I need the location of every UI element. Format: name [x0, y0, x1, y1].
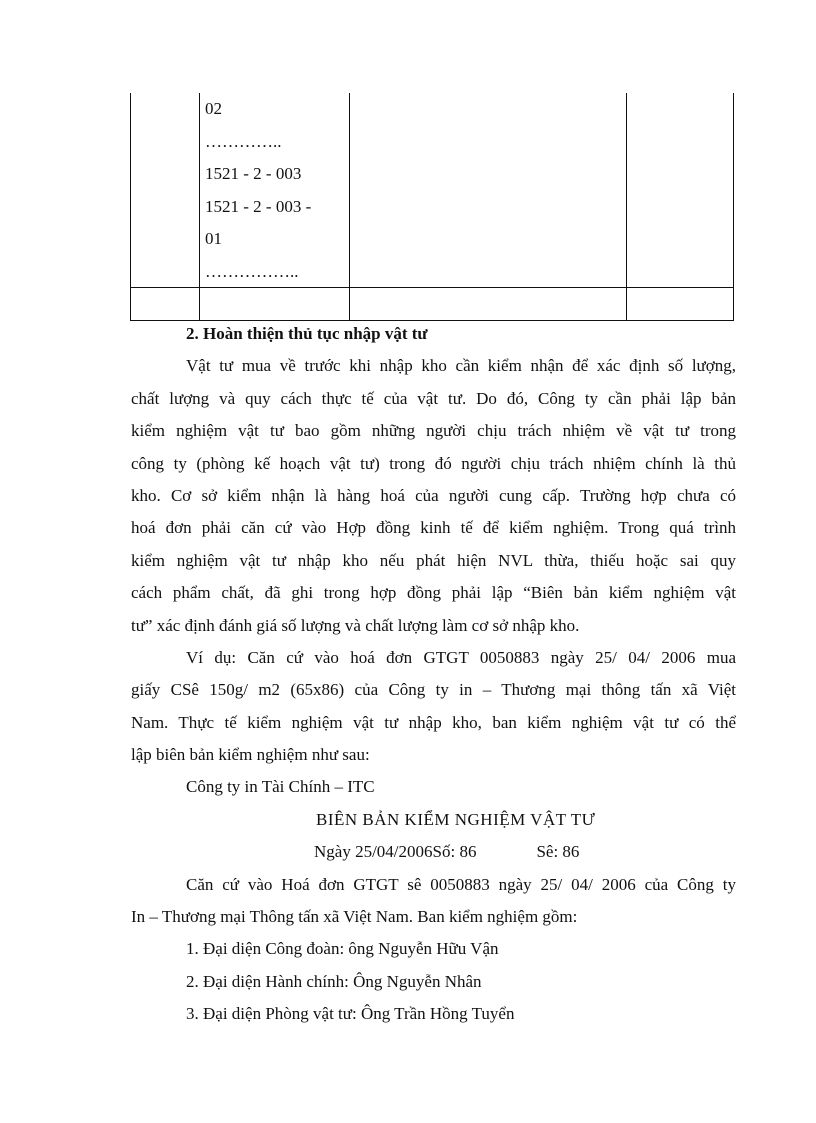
paragraph-line: Căn cứ vào Hoá đơn GTGT sê 0050883 ngày 25/ 04/ 2006 của Công ty [186, 874, 736, 894]
paragraph-line: chất lượng và quy cách thực tế của vật tư. Do đó, Công ty cần phải lập bản [131, 388, 736, 408]
list-item: 3. Đại diện Phòng vật tư: Ông Trần Hồng Tuyển [186, 1004, 515, 1024]
list-item: 1. Đại diện Công đoàn: ông Nguyễn Hữu Vận [186, 939, 499, 959]
company-name: Công ty in Tài Chính – ITC [186, 777, 375, 797]
account-code: 01 [205, 229, 222, 248]
list-item: 2. Đại diện Hành chính: Ông Nguyễn Nhân [186, 971, 482, 991]
date-number: Ngày 25/04/2006Số: 86 [314, 842, 477, 862]
account-code: 1521 - 2 - 003 [205, 164, 302, 183]
paragraph-line: In – Thương mại Thông tấn xã Việt Nam. Ban kiểm nghiệm gồm: [131, 907, 578, 927]
section-heading: 2. Hoàn thiện thủ tục nhập vật tư [186, 324, 428, 343]
paragraph-example [131, 642, 736, 772]
committee-member-list [131, 933, 736, 1030]
paragraph-inspection [131, 350, 736, 642]
document-title: BIÊN BẢN KIỂM NGHIỆM VẬT TƯ [316, 809, 596, 829]
paragraph-line: kiểm nghiệm vật tư nhập kho nếu phát hiện NVL thừa, thiếu hoặc sai quy [131, 550, 736, 570]
paragraph-line: Ví dụ: Căn cứ vào hoá đơn GTGT 0050883 ngày 25/ 04/ 2006 mua [186, 647, 736, 667]
paragraph-line: cách phẩm chất, đã ghi trong hợp đồng phải lập “Biên bản kiểm nghiệm vật [131, 583, 736, 603]
paragraph-line: kho. Cơ sở kiểm nhận là hàng hoá của người cung cấp. Trường hợp chưa có [131, 485, 736, 505]
paragraph-line: kiểm nghiệm vật tư bao gồm những người chịu trách nhiệm về vật tư trong [131, 421, 736, 441]
account-code: …………….. [205, 261, 299, 281]
paragraph-basis [131, 869, 736, 934]
paragraph-line: lập biên bản kiểm nghiệm như sau: [131, 745, 370, 765]
paragraph-line: hoá đơn phải căn cứ vào Hợp đồng kinh tế để kiểm nghiệm. Trong quá trình [131, 518, 736, 538]
paragraph-line: giấy CSê 150g/ m2 (65x86) của Công ty in – Thương mại thông tấn xã Việt [131, 680, 736, 700]
paragraph-line: công ty (phòng kế hoạch vật tư) trong đó người chịu trách nhiệm chính là thủ [131, 453, 736, 473]
account-code: ………….. [205, 131, 282, 151]
body-text [131, 318, 736, 1031]
paragraph-line: Vật tư mua về trước khi nhập kho cần kiểm nhận để xác định số lượng, [186, 356, 736, 376]
account-code: 02 [205, 99, 222, 118]
account-table [130, 93, 734, 321]
date-number-line [131, 836, 736, 868]
paragraph-line: Nam. Thực tế kiểm nghiệm vật tư nhập kho, ban kiểm nghiệm vật tư có thể [131, 712, 736, 732]
account-code-list [205, 93, 311, 288]
serial-number: Sê: 86 [536, 842, 580, 862]
account-code: 1521 - 2 - 003 - [205, 196, 312, 216]
paragraph-line: tư” xác định đánh giá số lượng và chất lượng làm cơ sở nhập kho. [131, 615, 580, 635]
